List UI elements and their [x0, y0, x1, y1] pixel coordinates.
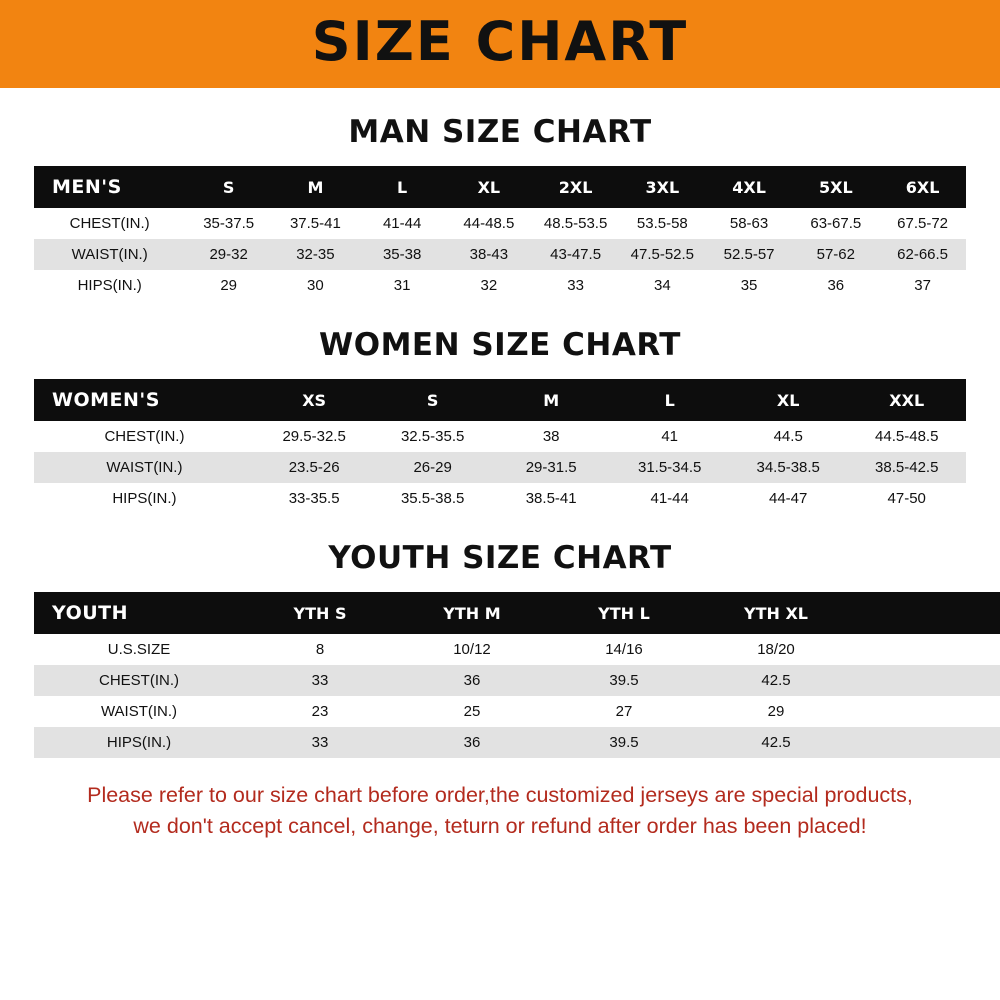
- table-row: [34, 270, 966, 301]
- youth-row-label-chest: CHEST(IN.): [34, 665, 244, 696]
- men-header-5xl: 5XL: [792, 166, 879, 208]
- women-header-xs: XS: [255, 379, 374, 421]
- men-hips-xl: 32: [446, 270, 533, 301]
- youth-cell-spacer: [852, 665, 1000, 696]
- men-header-3xl: 3XL: [619, 166, 706, 208]
- page-title: SIZE CHART: [311, 10, 689, 73]
- men-hips-5xl: 36: [792, 270, 879, 301]
- youth-header-m: YTH M: [396, 592, 548, 634]
- men-hips-2xl: 33: [532, 270, 619, 301]
- women-hips-s: 35.5-38.5: [373, 483, 492, 514]
- youth-section-title: YOUTH SIZE CHART: [328, 540, 672, 576]
- men-waist-m: 32-35: [272, 239, 359, 270]
- men-chest-l: 41-44: [359, 208, 446, 239]
- women-header-l: L: [610, 379, 729, 421]
- youth-header-label: YOUTH: [34, 592, 244, 634]
- table-row: [34, 696, 1000, 727]
- youth-us-size-xl: 18/20: [700, 634, 852, 665]
- youth-header-s: YTH S: [244, 592, 396, 634]
- men-chest-2xl: 48.5-53.5: [532, 208, 619, 239]
- table-row: [34, 239, 966, 270]
- women-waist-xxl: 38.5-42.5: [847, 452, 966, 483]
- table-row: [34, 727, 1000, 758]
- men-waist-6xl: 62-66.5: [879, 239, 966, 270]
- table-row: [34, 208, 966, 239]
- men-hips-s: 29: [185, 270, 272, 301]
- youth-chest-l: 39.5: [548, 665, 700, 696]
- men-row-label-chest: CHEST(IN.): [34, 208, 185, 239]
- women-hips-m: 38.5-41: [492, 483, 611, 514]
- youth-row-label-hips: HIPS(IN.): [34, 727, 244, 758]
- men-row-label-waist: WAIST(IN.): [34, 239, 185, 270]
- women-chest-xxl: 44.5-48.5: [847, 421, 966, 452]
- men-chest-m: 37.5-41: [272, 208, 359, 239]
- youth-waist-m: 25: [396, 696, 548, 727]
- men-waist-xl: 38-43: [446, 239, 533, 270]
- women-header-xxl: XXL: [847, 379, 966, 421]
- youth-hips-l: 39.5: [548, 727, 700, 758]
- men-header-6xl: 6XL: [879, 166, 966, 208]
- page-banner: [0, 0, 1000, 88]
- men-hips-3xl: 34: [619, 270, 706, 301]
- men-chest-5xl: 63-67.5: [792, 208, 879, 239]
- youth-header-xl: YTH XL: [700, 592, 852, 634]
- youth-waist-xl: 29: [700, 696, 852, 727]
- youth-us-size-s: 8: [244, 634, 396, 665]
- women-hips-l: 41-44: [610, 483, 729, 514]
- youth-row-label-us-size: U.S.SIZE: [34, 634, 244, 665]
- women-chest-m: 38: [492, 421, 611, 452]
- men-waist-s: 29-32: [185, 239, 272, 270]
- table-row: [34, 665, 1000, 696]
- table-header-row: [34, 379, 966, 421]
- men-waist-2xl: 43-47.5: [532, 239, 619, 270]
- table-row: [34, 452, 966, 483]
- women-waist-xs: 23.5-26: [255, 452, 374, 483]
- men-waist-3xl: 47.5-52.5: [619, 239, 706, 270]
- men-chest-3xl: 53.5-58: [619, 208, 706, 239]
- women-row-label-chest: CHEST(IN.): [34, 421, 255, 452]
- youth-waist-l: 27: [548, 696, 700, 727]
- youth-header-l: YTH L: [548, 592, 700, 634]
- youth-waist-s: 23: [244, 696, 396, 727]
- table-row: [34, 483, 966, 514]
- youth-section: [0, 540, 1000, 758]
- youth-row-label-waist: WAIST(IN.): [34, 696, 244, 727]
- men-hips-6xl: 37: [879, 270, 966, 301]
- footer-note-line-2: we don't accept cancel, change, teturn or refund after order has been placed!: [133, 814, 867, 839]
- women-chest-xs: 29.5-32.5: [255, 421, 374, 452]
- women-hips-xl: 44-47: [729, 483, 848, 514]
- women-row-label-waist: WAIST(IN.): [34, 452, 255, 483]
- men-hips-l: 31: [359, 270, 446, 301]
- table-row: [34, 421, 966, 452]
- women-section-title: WOMEN SIZE CHART: [319, 327, 681, 363]
- men-waist-4xl: 52.5-57: [706, 239, 793, 270]
- women-waist-s: 26-29: [373, 452, 492, 483]
- women-header-xl: XL: [729, 379, 848, 421]
- youth-chest-xl: 42.5: [700, 665, 852, 696]
- men-header-m: M: [272, 166, 359, 208]
- youth-size-table: [34, 592, 1000, 758]
- youth-chest-m: 36: [396, 665, 548, 696]
- men-chest-xl: 44-48.5: [446, 208, 533, 239]
- women-chest-xl: 44.5: [729, 421, 848, 452]
- men-header-xl: XL: [446, 166, 533, 208]
- men-section: [0, 114, 1000, 301]
- men-size-table: [34, 166, 966, 301]
- youth-us-size-m: 10/12: [396, 634, 548, 665]
- youth-cell-spacer: [852, 696, 1000, 727]
- men-waist-5xl: 57-62: [792, 239, 879, 270]
- men-section-title: MAN SIZE CHART: [348, 114, 652, 150]
- men-hips-4xl: 35: [706, 270, 793, 301]
- women-waist-m: 29-31.5: [492, 452, 611, 483]
- women-chest-s: 32.5-35.5: [373, 421, 492, 452]
- footer-note-line-1: Please refer to our size chart before order,the customized jerseys are special products,: [87, 783, 913, 807]
- men-header-s: S: [185, 166, 272, 208]
- women-waist-l: 31.5-34.5: [610, 452, 729, 483]
- men-chest-4xl: 58-63: [706, 208, 793, 239]
- men-chest-6xl: 67.5-72: [879, 208, 966, 239]
- youth-us-size-l: 14/16: [548, 634, 700, 665]
- youth-cell-spacer: [852, 634, 1000, 665]
- men-waist-l: 35-38: [359, 239, 446, 270]
- youth-hips-xl: 42.5: [700, 727, 852, 758]
- youth-hips-s: 33: [244, 727, 396, 758]
- men-header-l: L: [359, 166, 446, 208]
- table-header-row: [34, 592, 1000, 634]
- men-hips-m: 30: [272, 270, 359, 301]
- women-header-label: WOMEN'S: [34, 379, 255, 421]
- women-hips-xxl: 47-50: [847, 483, 966, 514]
- table-header-row: [34, 166, 966, 208]
- women-hips-xs: 33-35.5: [255, 483, 374, 514]
- men-header-2xl: 2XL: [532, 166, 619, 208]
- men-header-4xl: 4XL: [706, 166, 793, 208]
- youth-chest-s: 33: [244, 665, 396, 696]
- women-size-table: [34, 379, 966, 514]
- women-section: [0, 327, 1000, 514]
- table-row: [34, 634, 1000, 665]
- youth-hips-m: 36: [396, 727, 548, 758]
- footer-note: [0, 780, 1000, 842]
- youth-cell-spacer: [852, 727, 1000, 758]
- women-chest-l: 41: [610, 421, 729, 452]
- men-header-label: MEN'S: [34, 166, 185, 208]
- men-row-label-hips: HIPS(IN.): [34, 270, 185, 301]
- women-header-s: S: [373, 379, 492, 421]
- women-waist-xl: 34.5-38.5: [729, 452, 848, 483]
- youth-header-spacer: [852, 592, 1000, 634]
- women-row-label-hips: HIPS(IN.): [34, 483, 255, 514]
- men-chest-s: 35-37.5: [185, 208, 272, 239]
- women-header-m: M: [492, 379, 611, 421]
